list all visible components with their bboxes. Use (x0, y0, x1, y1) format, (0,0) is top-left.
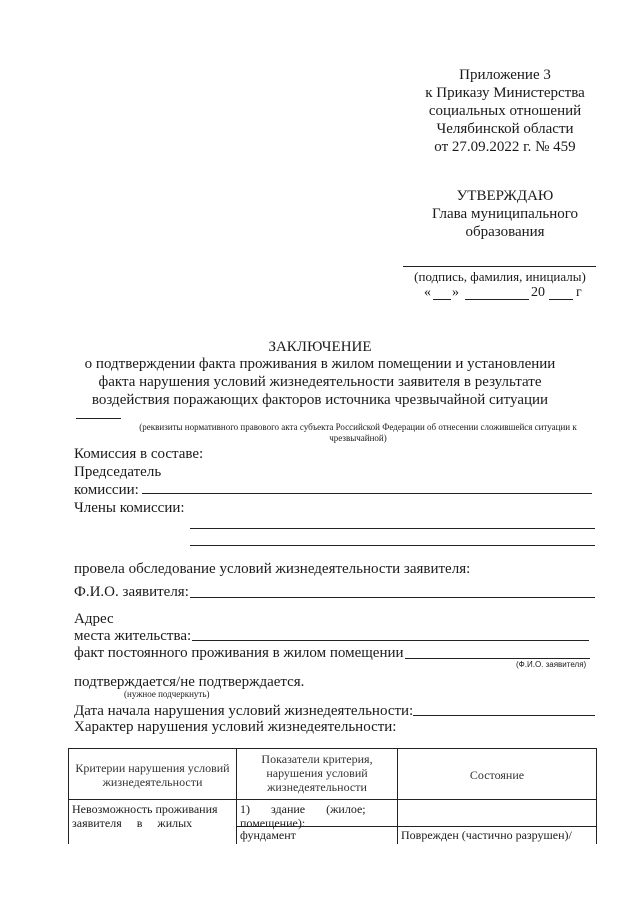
appendix-line-1: Приложение 3 (459, 67, 551, 83)
address-label: Адрес (74, 611, 114, 627)
criteria-table (68, 748, 597, 844)
appendix-line-5: от 27.09.2022 г. № 459 (434, 139, 576, 155)
applicant-field[interactable] (190, 597, 595, 598)
residence-fact-field[interactable] (405, 658, 590, 659)
document-subtitle (60, 355, 580, 409)
table-header-indicators-text: Показатели критерия, нарушения условий жизнедеятельности (261, 752, 373, 794)
appendix-line-3: социальных отношений (428, 103, 582, 119)
table-row-1-criteria (68, 799, 237, 844)
approval-block (400, 187, 610, 241)
row2-indicator-text: фундамент (240, 828, 296, 842)
document-title: ЗАКЛЮЧЕНИЕ (268, 339, 372, 355)
fio-caption: (Ф.И.О. заявителя) (516, 660, 587, 669)
table-row-1-state (397, 799, 597, 827)
approval-line-1: Глава муниципального (431, 206, 579, 222)
applicant-label: Ф.И.О. заявителя: (74, 584, 189, 600)
table-row-2-indicator (236, 826, 398, 844)
approval-day-line (433, 299, 451, 300)
residence-fact-label: факт постоянного проживания в жилом помещении (74, 645, 404, 661)
table-header-state (397, 748, 597, 800)
approval-year-prefix: 20 (531, 285, 545, 300)
act-caption-line-2: чрезвычайной) (329, 433, 387, 443)
underline-caption: (нужное подчеркнуть) (124, 689, 210, 699)
chairman-field[interactable] (142, 493, 592, 494)
chairman-label-2: комиссии: (74, 482, 139, 498)
table-header-criteria (68, 748, 237, 800)
row2-state-text: Поврежден (частично разрушен)/ (401, 828, 572, 842)
chairman-label: Председатель (74, 464, 162, 480)
table-row-1-indicator (236, 799, 398, 830)
confirm-label: подтверждается/не подтверждается. (74, 674, 305, 690)
act-caption (108, 422, 608, 444)
member-field-1[interactable] (190, 528, 595, 529)
subtitle-line-2: факта нарушения условий жизнедеятельности заявителя в результате (98, 374, 542, 390)
member-field-2[interactable] (190, 545, 595, 546)
act-caption-line-1: (реквизиты нормативного правового акта субъекта Российской Федерации об отнесении сложившейся ситуации к (139, 422, 577, 432)
table-header-criteria-text: Критерии нарушения условий жизнедеятельности (75, 761, 230, 789)
table-header-indicators (236, 748, 398, 800)
appendix-line-4: Челябинской области (436, 121, 574, 137)
start-date-label: Дата начала нарушения условий жизнедеятельности: (74, 703, 414, 719)
table-row-2-state (397, 826, 597, 844)
approval-title: УТВЕРЖДАЮ (456, 188, 554, 204)
appendix-line-2: к Приказу Министерства (425, 85, 585, 101)
appendix-block (400, 66, 610, 156)
row1-indicator-line-2: помещение): (240, 816, 306, 830)
subtitle-line-1: о подтверждении факта проживания в жилом помещении и установлении (84, 356, 556, 372)
approval-line-2: образования (465, 224, 545, 240)
commission-label: Комиссия в составе: (74, 446, 204, 462)
act-requisites-line (76, 418, 121, 419)
approval-date-open: « (424, 285, 431, 300)
members-label: Члены комиссии: (74, 500, 185, 516)
start-date-field[interactable] (413, 715, 595, 716)
subtitle-line-3: воздействия поражающих факторов источника чрезвычайной ситуации (91, 392, 549, 408)
signature-line (403, 266, 596, 267)
signature-caption: (подпись, фамилия, инициалы) (414, 269, 586, 284)
approval-date-close: » (452, 285, 459, 300)
approval-month-line (465, 299, 529, 300)
row1-criteria-line-1: Невозможность проживания (72, 802, 218, 816)
row1-criteria-line-2: заявителя в жилых (72, 816, 193, 830)
address-field[interactable] (192, 640, 589, 641)
approval-year-line (549, 299, 573, 300)
address-label-2: места жительства: (74, 628, 192, 644)
row1-indicator-line-1: 1) здание (жилое; (240, 802, 366, 816)
approval-year-suffix: г (576, 285, 582, 300)
character-label: Характер нарушения условий жизнедеятельности: (74, 719, 397, 735)
inspection-label: провела обследование условий жизнедеятельности заявителя: (74, 561, 471, 577)
table-header-state-text: Состояние (469, 768, 525, 782)
